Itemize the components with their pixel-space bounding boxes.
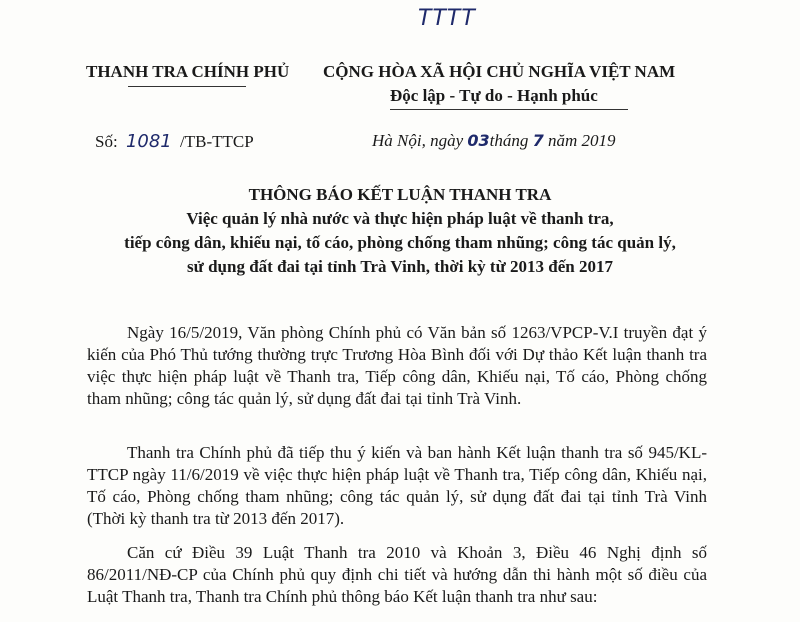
national-motto: Độc lập - Tự do - Hạnh phúc (390, 86, 598, 105)
organization-underline (128, 86, 246, 87)
paragraph-2: Thanh tra Chính phủ đã tiếp thu ý kiến và ban hành Kết luận thanh tra số 945/KL-TTCP ngày 11/6/2019 về việc thực hiện pháp luật về Thanh tra, Tiếp công dân, Khiếu nại, Tố cáo, Phòng chống tham nhũng; công tác quản lý, sử dụng đất đai tại tỉnh Trà Vinh (Thời kỳ thanh tra từ 2013 đến 2017). (87, 443, 707, 528)
paragraph-1: Ngày 16/5/2019, Văn phòng Chính phủ có Văn bản số 1263/VPCP-V.I truyền đạt ý kiến của Phó Thủ tướng thường trực Trương Hòa Bình đối với Dự thảo Kết luận thanh tra việc thực hiện pháp luật về Thanh tra, Tiếp công dân, Khiếu nại, Tố cáo, Phòng chống tham nhũng; công tác quản lý, sử dụng đất đai tại tỉnh Trà Vinh. (87, 323, 707, 408)
document-number-suffix: /TB-TTCP (180, 132, 254, 151)
title-main: THÔNG BÁO KẾT LUẬN THANH TRA (248, 185, 552, 204)
paragraph-3: Căn cứ Điều 39 Luật Thanh tra 2010 và Khoản 3, Điều 46 Nghị định số 86/2011/NĐ-CP của Chính phủ quy định chi tiết và hướng dẫn thi hành một số điều của Luật Thanh tra, Thanh tra Chính phủ thông báo Kết luận thanh tra như sau: (87, 543, 707, 606)
issuing-organization: THANH TRA CHÍNH PHỦ (86, 62, 290, 81)
document-number-prefix: Số: (95, 132, 118, 151)
date-month: 7 (532, 131, 544, 150)
month-label: tháng (489, 131, 529, 150)
date-day: 03 (467, 131, 490, 150)
document-number (95, 131, 254, 152)
document-title (0, 183, 800, 279)
title-line-2: tiếp công dân, khiếu nại, tố cáo, phòng chống tham nhũng; công tác quản lý, (124, 233, 676, 252)
place-date-prefix: Hà Nội, ngày (372, 131, 464, 150)
document-number-value: 1081 (125, 131, 172, 152)
nation-heading: CỘNG HÒA XÃ HỘI CHỦ NGHĨA VIỆT NAM (323, 62, 676, 81)
place-and-date (372, 131, 616, 151)
title-line-1: Việc quản lý nhà nước và thực hiện pháp luật về thanh tra, (186, 209, 614, 228)
motto-underline (390, 109, 628, 110)
year-label: năm 2019 (548, 131, 616, 150)
title-line-3: sử dụng đất đai tại tỉnh Trà Vinh, thời kỳ từ 2013 đến 2017 (187, 257, 613, 276)
handwritten-mark: TTTT (418, 6, 476, 31)
